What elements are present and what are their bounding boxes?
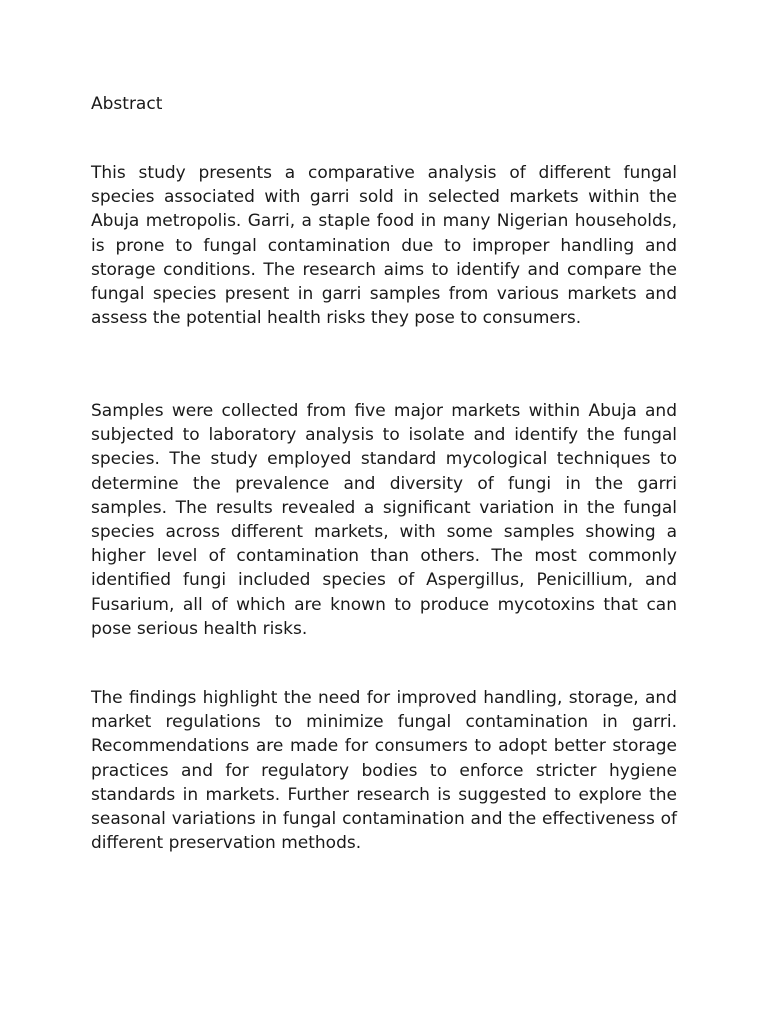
abstract-heading: Abstract	[91, 94, 163, 114]
abstract-paragraph-1: This study presents a comparative analysis of different fungal species associated with garri sold in selected markets within the Abuja metropolis. Garri, a staple food in many Nigerian households, is prone to fungal contamination due to improper handling and storage conditions. The research aims to identify and compare the fungal species present in garri samples from various markets and assess the potential health risks they pose to consumers.	[91, 163, 677, 329]
abstract-paragraph-3: The findings highlight the need for improved handling, storage, and market regulations to minimize fungal contamination in garri. Recommendations are made for consumers to adopt better storage practices and for regulatory bodies to enforce stricter hygiene standards in markets. Further research is suggested to explore the seasonal variations in fungal contamination and the effectiveness of different preservation methods.	[91, 688, 677, 854]
abstract-paragraph-2: Samples were collected from five major markets within Abuja and subjected to laboratory analysis to isolate and identify the fungal species. The study employed standard mycological techniques to determine the prevalence and diversity of fungi in the garri samples. The results revealed a significant variation in the fungal species across different markets, with some samples showing a higher level of contamination than others. The most commonly identified fungi included species of Aspergillus, Penicillium, and Fusarium, all of which are known to produce mycotoxins that can pose serious health risks.	[91, 401, 677, 639]
